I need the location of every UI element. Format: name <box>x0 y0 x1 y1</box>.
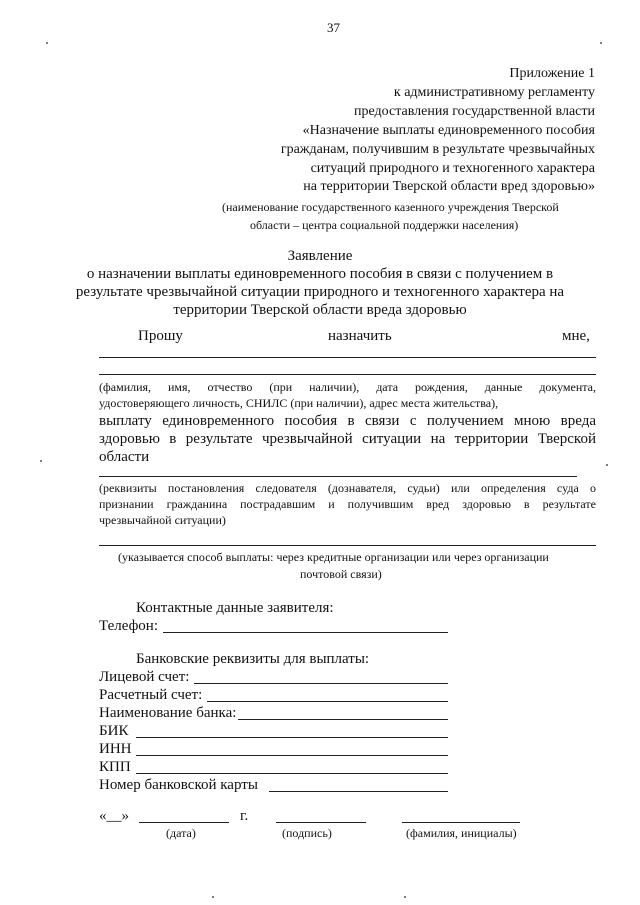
appendix-line-3: предоставления государственной власти <box>354 104 595 119</box>
phone-label: Телефон: <box>99 618 158 634</box>
bank-field-bank-name: Наименование банка: <box>99 705 237 721</box>
appendix-line-1: Приложение 1 <box>509 66 595 81</box>
kpp-fill-line[interactable] <box>136 773 448 774</box>
scan-speck <box>404 896 406 898</box>
scan-speck <box>606 464 608 466</box>
name-initials-fill-line[interactable] <box>402 822 520 823</box>
request-word-mne: мне, <box>562 328 590 344</box>
bank-field-inn: ИНН <box>99 741 132 757</box>
bik-fill-line[interactable] <box>136 737 448 738</box>
applicant-fill-line-1[interactable] <box>99 357 596 358</box>
bank-field-kpp: КПП <box>99 759 131 775</box>
appendix-line-7: на территории Тверской области вред здоровью» <box>303 179 595 194</box>
personal-account-fill-line[interactable] <box>194 683 448 684</box>
payment-text-line-2: здоровью в результате чрезвычайной ситуации на территории Тверской <box>99 431 596 447</box>
requisites-hint-line-2: признании гражданина пострадавшим и получившим вред здоровью в результате <box>99 497 596 511</box>
signature-fill-line[interactable] <box>276 822 366 823</box>
bank-field-card-number: Номер банковской карты <box>99 777 258 793</box>
name-initials-label: (фамилия, инициалы) <box>406 826 517 840</box>
phone-fill-line[interactable] <box>163 632 448 633</box>
applicant-hint-line-2: удостоверяющего личность, СНИЛС (при наличии), адрес места жительства), <box>99 396 499 410</box>
inn-fill-line[interactable] <box>136 755 448 756</box>
institution-hint-line-2: области – центра социальной поддержки населения) <box>250 218 519 232</box>
scan-speck <box>212 896 214 898</box>
applicant-fill-line-2[interactable] <box>99 374 596 375</box>
appendix-line-5: гражданам, получившим в результате чрезвычайных <box>280 142 595 157</box>
document-title: Заявление <box>287 248 353 264</box>
date-label: (дата) <box>166 826 196 840</box>
institution-hint-line-1: (наименование государственного казенного учреждения Тверской <box>222 200 559 214</box>
card-number-fill-line[interactable] <box>269 791 448 792</box>
payment-text-line-1: выплату единовременного пособия в связи с получением мною вреда <box>99 413 596 429</box>
signature-label: (подпись) <box>282 826 332 840</box>
scan-speck <box>600 42 602 44</box>
title-line-3: территории Тверской области вреда здоровью <box>173 302 467 318</box>
applicant-hint-line-1: (фамилия, имя, отчество (при наличии), дата рождения, данные документа, <box>99 380 596 394</box>
bank-field-personal-account: Лицевой счет: <box>99 669 190 685</box>
bank-heading: Банковские реквизиты для выплаты: <box>136 651 370 667</box>
scan-speck <box>40 460 42 462</box>
appendix-line-2: к административному регламенту <box>393 85 595 100</box>
contacts-heading: Контактные данные заявителя: <box>136 600 334 616</box>
request-word-prosu: Прошу <box>138 328 183 344</box>
year-suffix: г. <box>240 808 249 824</box>
bank-name-fill-line[interactable] <box>238 719 448 720</box>
payment-method-hint-line-2: почтовой связи) <box>300 567 382 581</box>
requisites-hint-line-3: чрезвычайной ситуации) <box>99 513 226 527</box>
page-number: 37 <box>327 20 340 35</box>
requisites-fill-line[interactable] <box>99 476 577 477</box>
date-day-field: «__» <box>99 808 129 824</box>
requisites-hint-line-1: (реквизиты постановления следователя (дознавателя, судьи) или определения суда о <box>99 481 596 495</box>
appendix-line-6: ситуаций природного и техногенного характера <box>310 161 595 176</box>
payment-method-hint-line-1: (указывается способ выплаты: через кредитные организации или через организации <box>118 550 549 564</box>
request-word-naznachit: назначить <box>328 328 392 344</box>
appendix-line-4: «Назначение выплаты единовременного пособия <box>302 123 595 138</box>
title-line-2: результате чрезвычайной ситуации природного и техногенного характера на <box>75 284 565 300</box>
settlement-account-fill-line[interactable] <box>207 701 448 702</box>
payment-text-line-3: области <box>99 449 150 465</box>
scan-speck <box>46 42 48 44</box>
title-line-1: о назначении выплаты единовременного пособия в связи с получением в <box>86 266 554 282</box>
date-month-fill-line[interactable] <box>139 822 229 823</box>
bank-field-settlement-account: Расчетный счет: <box>99 687 203 703</box>
payment-method-fill-line[interactable] <box>99 545 596 546</box>
bank-field-bik: БИК <box>99 723 129 739</box>
